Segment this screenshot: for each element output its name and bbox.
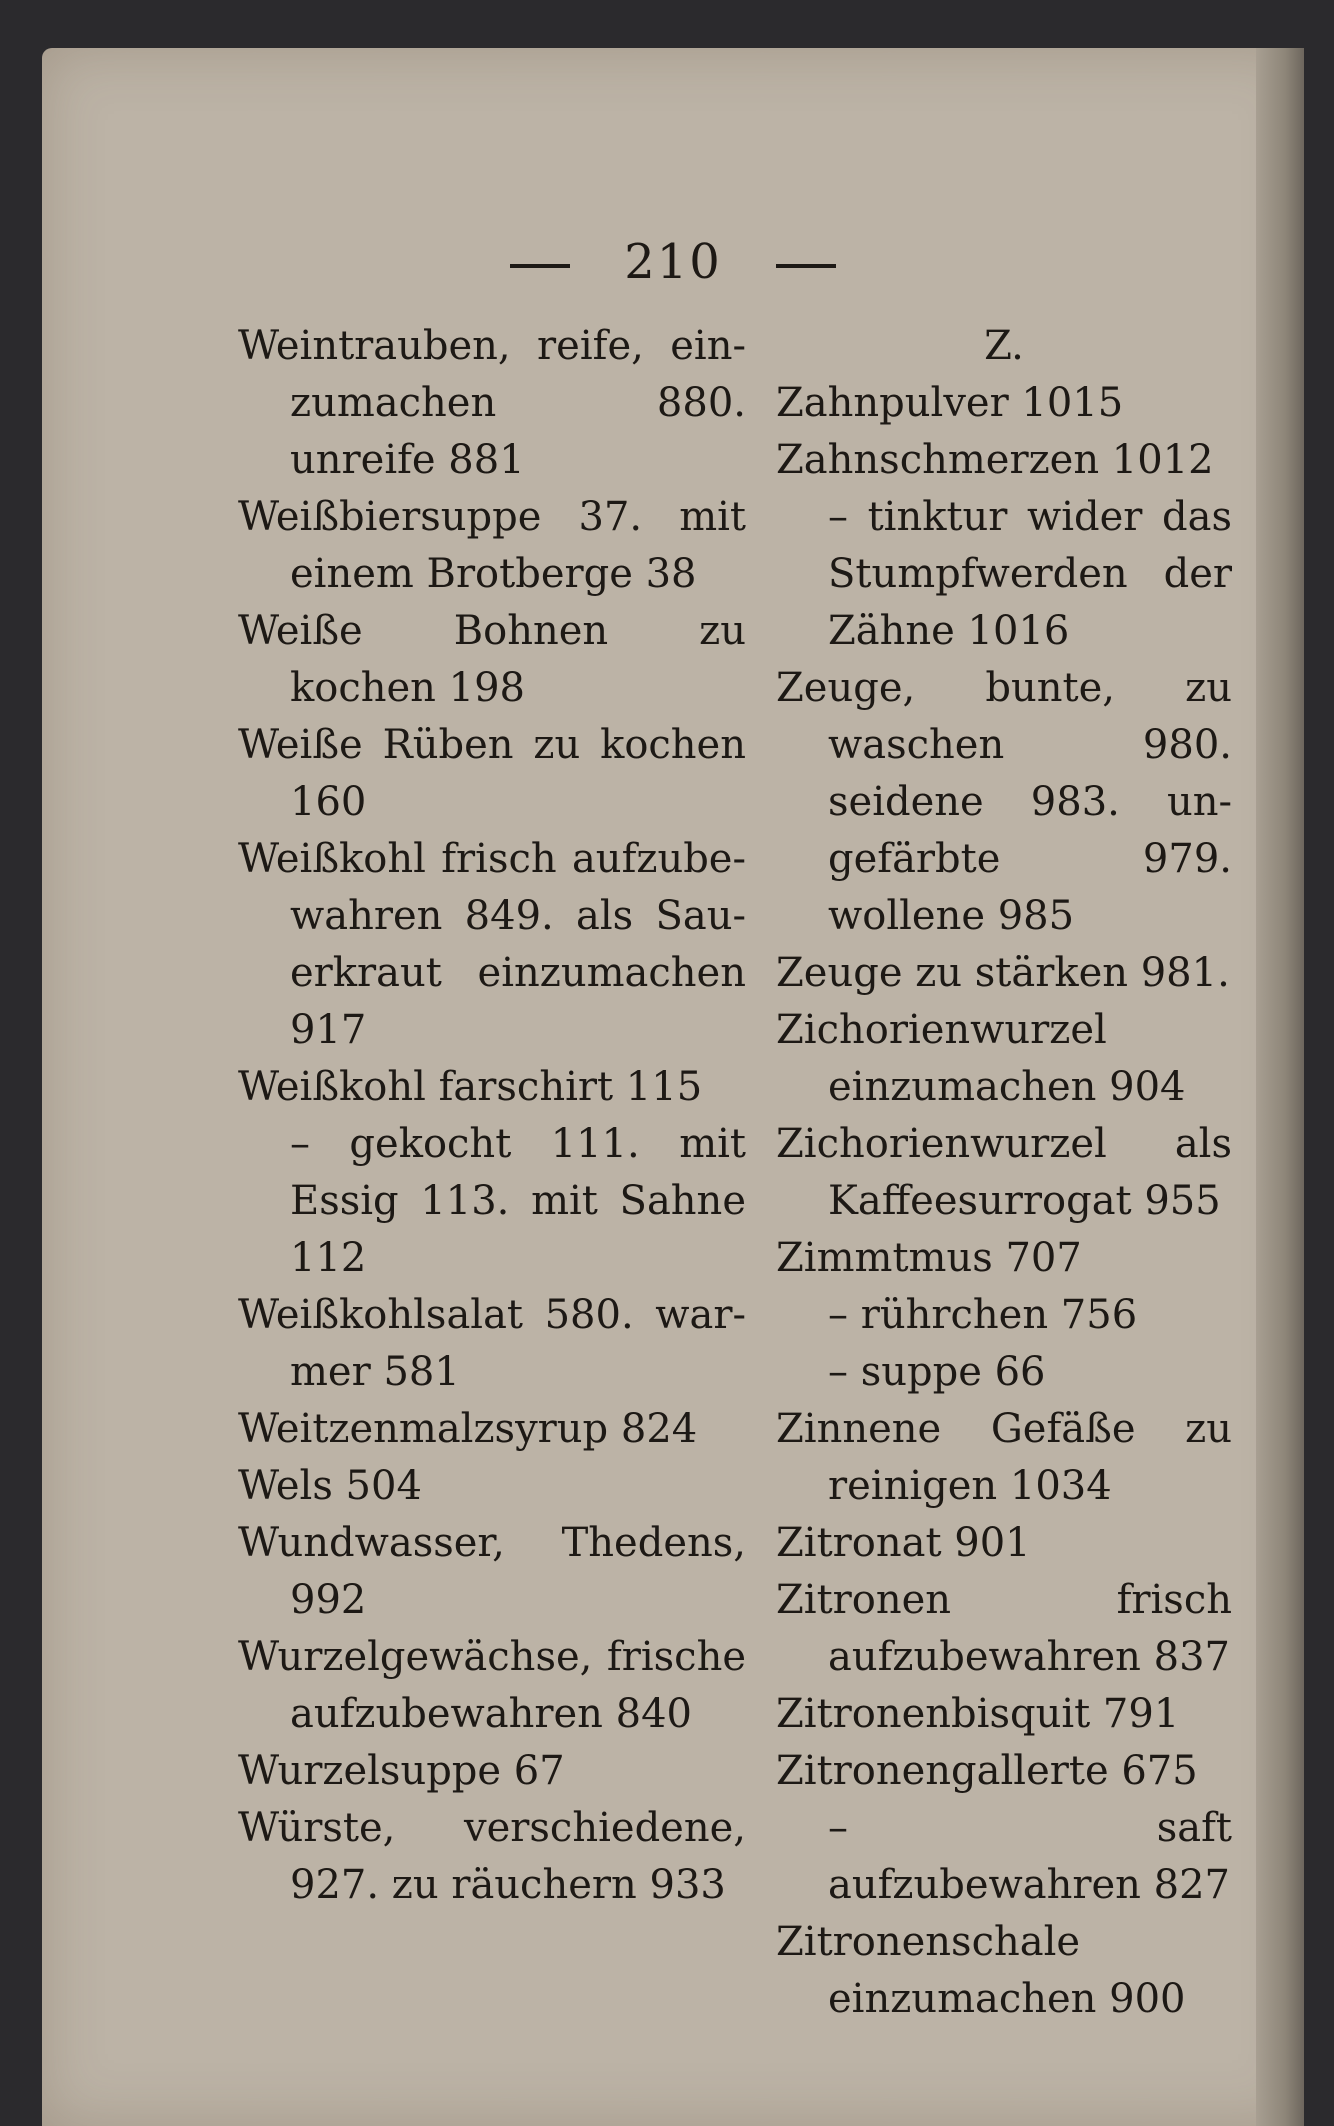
index-entry: Weintrauben, reife, einzumachen 880. unreife 881	[238, 323, 746, 483]
index-entry: Zimmtmus 707	[776, 1235, 1082, 1281]
index-entry: Weitzenmalzsyrup 824	[238, 1406, 698, 1452]
index-entry: Weißkohlsalat 580. warmer 581	[238, 1292, 746, 1395]
index-subentry: – gekocht 111. mit Essig 113. mit Sahne 112	[290, 1121, 746, 1281]
index-entry: Zahnpulver 1015	[776, 380, 1124, 426]
index-entry: Zeuge zu stärken 981.	[776, 950, 1230, 996]
index-entry: Zitronat 901	[776, 1520, 1031, 1566]
index-entry: Wurzelsuppe 67	[238, 1748, 565, 1794]
index-entry: Weiße Rüben zu kochen 160	[238, 722, 746, 825]
index-entry: Weißkohl frisch aufzubewahren 849. als Sauerkraut einzumachen 917	[238, 836, 746, 1053]
index-entry: Zinnene Gefäße zu reinigen 1034	[776, 1406, 1232, 1509]
index-entry: Würste, verschiedene, 927. zu räuchern 933	[238, 1805, 746, 1908]
index-entry: Zitronenbisquit 791	[776, 1691, 1180, 1737]
index-entry: Zitronenschale einzumachen 900	[776, 1919, 1186, 2022]
index-subentry: – rührchen 756	[828, 1292, 1138, 1338]
page-number: 210	[624, 234, 722, 290]
index-subentry: – saft aufzubewahren 827	[828, 1805, 1232, 1908]
index-entry: Wundwasser, Thedens, 992	[238, 1520, 746, 1623]
section-letter: Z.	[984, 323, 1024, 369]
index-entry: Zeuge, bunte, zu waschen 980. seidene 983. ungefärbte 979. wollene 985	[776, 665, 1232, 939]
index-entry: Wurzelgewächse, frische aufzubewahren 840	[238, 1634, 746, 1737]
index-entry: Zitronengallerte 675	[776, 1748, 1198, 1794]
page-header	[42, 234, 1304, 290]
index-entry: Weiße Bohnen zu kochen 198	[238, 608, 746, 711]
index-entry: Zichorienwurzel als Kaffeesurrogat 955	[776, 1121, 1232, 1224]
left-column	[238, 318, 746, 1914]
header-dash-left	[510, 264, 570, 268]
index-entry: Zitronen frisch aufzubewahren 837	[776, 1577, 1232, 1680]
header-dash-right	[776, 264, 836, 268]
book-page	[42, 48, 1304, 2126]
index-entry: Zichorienwurzel einzumachen 904	[776, 1007, 1186, 1110]
index-entry: Weißkohl farschirt 115	[238, 1064, 703, 1110]
book-gutter	[1256, 48, 1304, 2126]
index-entry: Weißbiersuppe 37. mit einem Brotberge 38	[238, 494, 746, 597]
index-subentry: – tinktur wider das Stumpfwerden der Zähne 1016	[828, 494, 1232, 654]
index-entry: Wels 504	[238, 1463, 422, 1509]
index-subentry: – suppe 66	[828, 1349, 1046, 1395]
index-entry: Zahnschmerzen 1012	[776, 437, 1214, 483]
right-column	[776, 318, 1232, 2028]
